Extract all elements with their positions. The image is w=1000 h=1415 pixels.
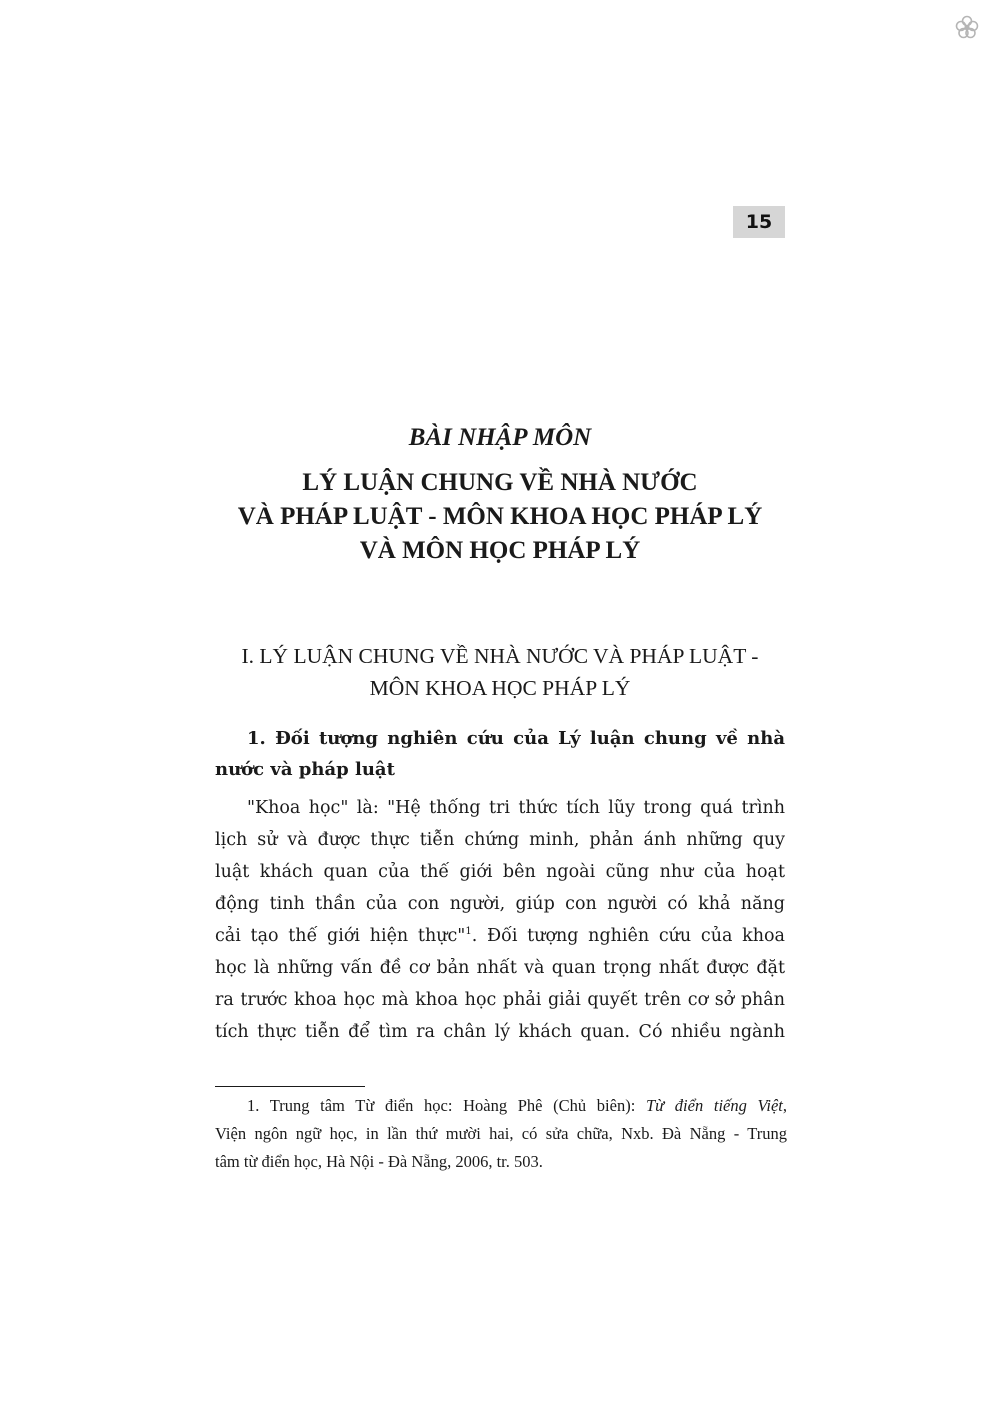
footnote-reference[interactable]: 1 — [465, 926, 472, 938]
section-heading-line: I. LÝ LUẬN CHUNG VỀ NHÀ NƯỚC VÀ PHÁP LUẬT - — [241, 644, 759, 668]
chapter-title — [215, 466, 785, 568]
footnote-line: tâm từ điển học, Hà Nội - Đà Nẵng, 2006, tr. 503. — [215, 1152, 543, 1171]
flower-ornament-icon — [954, 14, 980, 40]
page-number-text: 15 — [745, 211, 773, 233]
footnote-line — [215, 1092, 787, 1120]
subsection-heading-line: nước và pháp luật — [215, 759, 395, 780]
footnote-book-title: Từ điển tiếng Việt — [645, 1096, 783, 1115]
body-paragraph — [215, 792, 785, 1048]
subsection-heading — [215, 723, 785, 785]
body-line: ra trước khoa học mà khoa học phải giải quyết trên cơ sở phân — [215, 990, 785, 1010]
chapter-title-line: LÝ LUẬN CHUNG VỀ NHÀ NƯỚC — [302, 469, 698, 496]
subsection-heading-line: 1. Đối tượng nghiên cứu của Lý luận chung về nhà — [247, 728, 785, 749]
body-line-text: cải tạo thế giới hiện thực" — [215, 926, 466, 946]
section-heading — [215, 640, 785, 704]
body-line-with-footnote — [215, 920, 785, 952]
body-line-text: . Đối tượng nghiên cứu của khoa — [471, 926, 785, 946]
body-line: lịch sử và được thực tiễn chứng minh, phản ánh những quy — [215, 830, 785, 850]
chapter-label: BÀI NHẬP MÔN — [408, 424, 592, 451]
footnote-line: Viện ngôn ngữ học, in lần thứ mười hai, có sửa chữa, Nxb. Đà Nẵng - Trung — [215, 1124, 787, 1143]
body-line: "Khoa học" là: "Hệ thống tri thức tích lũy trong quá trình — [247, 798, 785, 818]
footnote-prefix: 1. Trung tâm Từ điển học: Hoàng Phê (Chủ biên): — [247, 1096, 646, 1115]
footnote — [215, 1092, 787, 1176]
page-number — [733, 206, 785, 238]
body-line: học là những vấn đề cơ bản nhất và quan trọng nhất được đặt — [215, 958, 785, 978]
footnote-suffix: , — [782, 1096, 788, 1115]
body-line: động tinh thần của con người, giúp con người có khả năng — [215, 894, 785, 914]
chapter-title-line: VÀ PHÁP LUẬT - MÔN KHOA HỌC PHÁP LÝ — [237, 503, 763, 530]
body-line: luật khách quan của thế giới bên ngoài cũng như của hoạt — [215, 862, 785, 882]
footnote-divider — [215, 1086, 365, 1087]
body-line: tích thực tiễn để tìm ra chân lý khách quan. Có nhiều ngành — [215, 1022, 785, 1042]
section-heading-line: MÔN KHOA HỌC PHÁP LÝ — [369, 676, 631, 700]
chapter-title-line: VÀ MÔN HỌC PHÁP LÝ — [359, 537, 641, 564]
